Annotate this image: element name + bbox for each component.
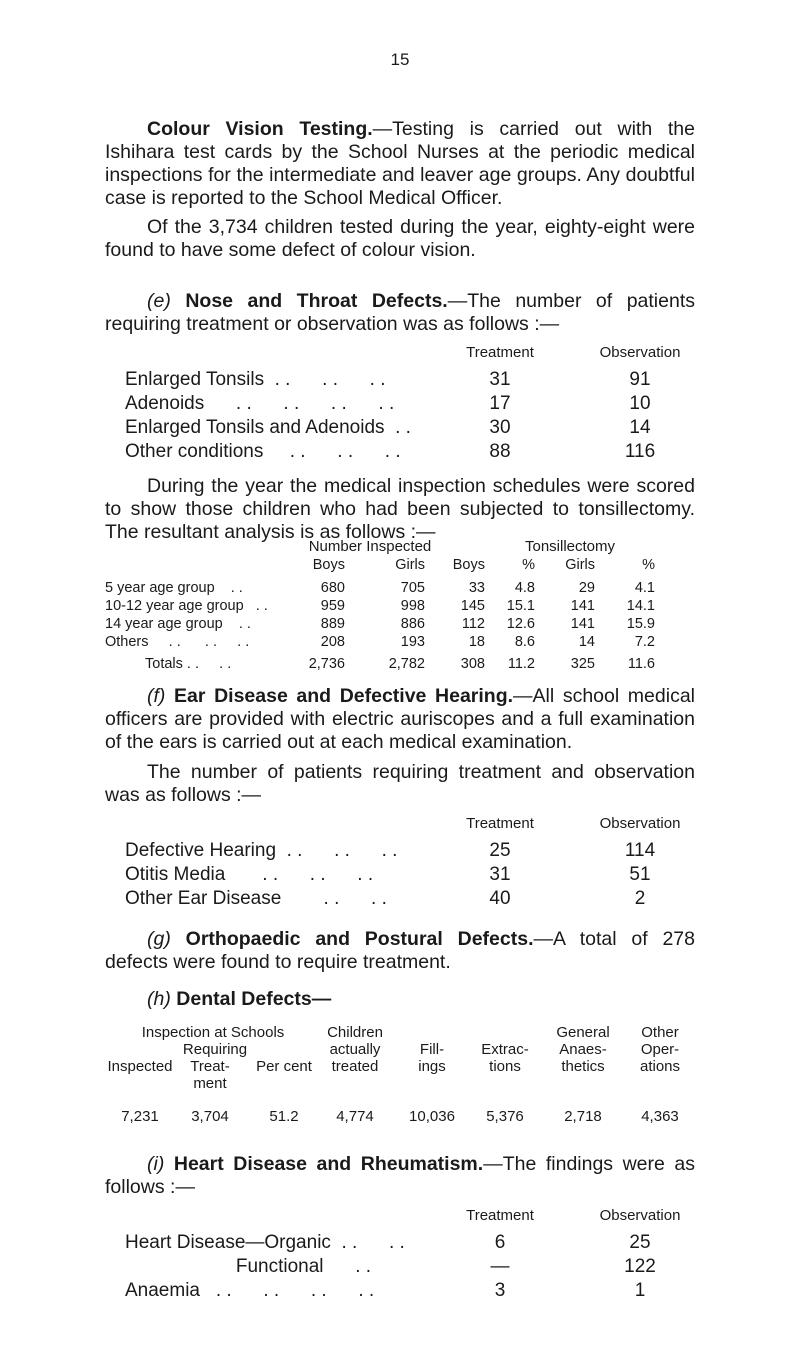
dental-col-header: Inspected — [107, 1058, 173, 1075]
heart-heading: Heart Disease and Rheumatism. — [173, 1153, 484, 1175]
row-label: Functional . . — [125, 1256, 372, 1277]
dental-value: 4,774 — [336, 1108, 374, 1125]
tonsil-row-value: 959 — [320, 598, 345, 614]
heart-col-treatment: Treatment — [466, 1207, 534, 1224]
orthopaedic-text: —A total of 278 defects were found to require treatment. — [105, 928, 695, 973]
tonsil-row-value: 15.9 — [626, 616, 655, 632]
observation-value: 114 — [624, 840, 656, 861]
tonsil-row-value: 33 — [468, 580, 485, 596]
row-label: Anaemia . . . . . . . . — [125, 1280, 375, 1301]
tonsil-row-value: 112 — [461, 616, 485, 632]
row-label: Defective Hearing . . . . . . — [125, 840, 398, 861]
dental-value: 4,363 — [641, 1108, 679, 1125]
treatment-value: 3 — [494, 1280, 506, 1301]
ear-col-observation: Observation — [599, 815, 681, 832]
observation-value: 51 — [629, 864, 651, 885]
ear-label: (f) — [147, 685, 166, 707]
tonsil-row-value: 8.6 — [514, 634, 535, 650]
treatment-value: — — [490, 1256, 510, 1277]
tonsil-row-value: 4.8 — [514, 580, 535, 596]
tonsil-row-value: 14.1 — [626, 598, 655, 614]
row-label: Adenoids . . . . . . . . — [125, 393, 395, 414]
dental-col-header: Extrac- tions — [481, 1041, 529, 1075]
observation-value: 116 — [624, 441, 656, 462]
tonsil-row-value: 4.1 — [634, 580, 655, 596]
treatment-value: 88 — [489, 441, 511, 462]
nose-throat-col-observation: Observation — [599, 344, 681, 361]
dental-paragraph — [105, 988, 695, 1011]
tonsil-totals-value: 325 — [570, 656, 595, 672]
tonsil-group-tonsillectomy: Tonsillectomy — [524, 538, 616, 555]
tonsil-row-value: 29 — [578, 580, 595, 596]
dental-col-header: Treat- ment — [190, 1058, 230, 1092]
tonsil-row-value: 141 — [570, 598, 595, 614]
tonsil-row-label: 14 year age group . . — [105, 616, 251, 632]
ear-paragraph-2: The number of patients requiring treatment and observation was as follows :— — [105, 761, 695, 806]
tonsil-row-value: 12.6 — [506, 616, 535, 632]
orthopaedic-label: (g) — [147, 928, 171, 950]
nose-throat-label: (e) — [147, 290, 171, 312]
dental-heading: Dental Defects— — [176, 988, 332, 1010]
dental-value: 5,376 — [486, 1108, 524, 1125]
tonsil-totals-value: 11.6 — [627, 656, 655, 672]
treatment-value: 40 — [489, 888, 511, 909]
nose-throat-row — [125, 369, 685, 392]
tonsil-row-value: 145 — [460, 598, 485, 614]
heart-label: (i) — [147, 1153, 165, 1175]
observation-value: 122 — [624, 1256, 656, 1277]
tonsil-col-header: Girls — [565, 557, 595, 573]
dental-value: 2,718 — [564, 1108, 602, 1125]
treatment-value: 30 — [489, 417, 511, 438]
nose-throat-col-treatment: Treatment — [466, 344, 534, 361]
nose-throat-row — [125, 441, 685, 464]
colour-vision-heading: Colour Vision Testing. — [147, 118, 373, 140]
dental-value: 7,231 — [121, 1108, 159, 1125]
tonsil-row-value: 886 — [400, 616, 425, 632]
colour-vision-paragraph — [105, 118, 695, 210]
row-label: Otitis Media . . . . . . — [125, 864, 374, 885]
tonsil-totals-value: 2,782 — [388, 656, 425, 672]
orthopaedic-paragraph — [105, 928, 695, 974]
observation-value: 91 — [629, 369, 651, 390]
observation-value: 10 — [629, 393, 651, 414]
observation-value: 1 — [634, 1280, 646, 1301]
dental-col-header: General Anaes- thetics — [556, 1024, 610, 1075]
tonsil-row-value: 15.1 — [506, 598, 535, 614]
treatment-value: 31 — [489, 369, 511, 390]
page-number: 15 — [390, 50, 410, 69]
tonsil-row-label: 10-12 year age group . . — [105, 598, 268, 614]
tonsil-col-header: Girls — [395, 557, 425, 573]
dental-value: 51.2 — [269, 1108, 299, 1125]
heart-col-observation: Observation — [599, 1207, 681, 1224]
ear-row — [125, 840, 685, 863]
observation-value: 25 — [629, 1232, 651, 1253]
row-label: Other Ear Disease . . . . — [125, 888, 387, 909]
tonsil-row-value: 680 — [320, 580, 345, 596]
dental-col-header: Fill- ings — [418, 1041, 446, 1075]
dental-requiring-header: Requiring — [182, 1041, 248, 1058]
nose-throat-heading: Nose and Throat Defects. — [185, 290, 448, 312]
heart-text: —The findings were as follows :— — [105, 1153, 695, 1198]
tonsil-row-value: 18 — [468, 634, 485, 650]
observation-value: 14 — [629, 417, 651, 438]
ear-row — [125, 864, 685, 887]
tonsil-row-value: 998 — [400, 598, 425, 614]
tonsil-col-header: % — [642, 557, 655, 573]
ear-row — [125, 888, 685, 911]
tonsil-totals-value: 2,736 — [308, 656, 345, 672]
tonsil-totals-label: Totals . . . . — [145, 656, 232, 672]
colour-vision-text: —Testing is carried out with the Ishihara test cards by the School Nurses at the periodic medical inspections for the intermediate and leaver age groups. Any doubtful case is reported to the School Medical Officer. — [105, 118, 695, 209]
ear-text: —All school medical officers are provided with electric auriscopes and a full examination of the ears is carried out at each medical examination. — [105, 685, 695, 753]
tonsil-row-value: 705 — [400, 580, 425, 596]
orthopaedic-heading: Orthopaedic and Postural Defects. — [185, 928, 534, 950]
dental-value: 10,036 — [409, 1108, 455, 1125]
ear-col-treatment: Treatment — [466, 815, 534, 832]
tonsil-row-value: 14 — [578, 634, 595, 650]
heart-row — [125, 1280, 685, 1303]
observation-value: 2 — [634, 888, 646, 909]
tonsil-row-value: 193 — [400, 634, 425, 650]
dental-col-header: Per cent — [256, 1058, 312, 1075]
treatment-value: 25 — [489, 840, 511, 861]
ear-heading: Ear Disease and Defective Hearing. — [174, 685, 514, 707]
tonsil-row-label: Others . . . . . . — [105, 634, 250, 650]
dental-label: (h) — [147, 988, 171, 1010]
row-label: Enlarged Tonsils . . . . . . — [125, 369, 386, 390]
nose-throat-paragraph — [105, 290, 695, 336]
colour-vision-paragraph-2: Of the 3,734 children tested during the year, eighty-eight were found to have some defect of colour vision. — [105, 216, 695, 261]
dental-col-header: Children actually treated — [327, 1024, 383, 1075]
tonsil-totals-value: 11.2 — [507, 656, 535, 672]
ear-paragraph — [105, 685, 695, 754]
treatment-value: 17 — [489, 393, 511, 414]
dental-col-header: Other Oper- ations — [639, 1024, 681, 1075]
treatment-value: 31 — [489, 864, 511, 885]
heart-row — [125, 1256, 685, 1279]
row-label: Other conditions . . . . . . — [125, 441, 401, 462]
tonsil-col-header: % — [522, 557, 535, 573]
row-label: Heart Disease—Organic . . . . — [125, 1232, 405, 1253]
treatment-value: 6 — [494, 1232, 506, 1253]
tonsil-col-header: Boys — [452, 557, 485, 573]
tonsillectomy-intro: During the year the medical inspection schedules were scored to show those children who had been subjected to tonsillectomy. The resultant analysis is as follows :— — [105, 475, 695, 543]
dental-value: 3,704 — [191, 1108, 229, 1125]
row-label: Enlarged Tonsils and Adenoids . . — [125, 417, 411, 438]
tonsil-row-label: 5 year age group . . — [105, 580, 243, 596]
nose-throat-row — [125, 417, 685, 440]
dental-group-header: Inspection at Schools — [141, 1024, 285, 1041]
tonsil-group-number-inspected: Number Inspected — [308, 538, 432, 555]
tonsil-col-header: Boys — [312, 557, 345, 573]
tonsil-row-value: 889 — [320, 616, 345, 632]
tonsil-row-value: 7.2 — [634, 634, 655, 650]
nose-throat-row — [125, 393, 685, 416]
nose-throat-text: —The number of patients requiring treatment or observation was as follows :— — [105, 290, 695, 335]
tonsil-row-value: 208 — [320, 634, 345, 650]
heart-paragraph — [105, 1153, 695, 1199]
tonsil-totals-value: 308 — [460, 656, 485, 672]
tonsil-row-value: 141 — [570, 616, 595, 632]
heart-row — [125, 1232, 685, 1255]
